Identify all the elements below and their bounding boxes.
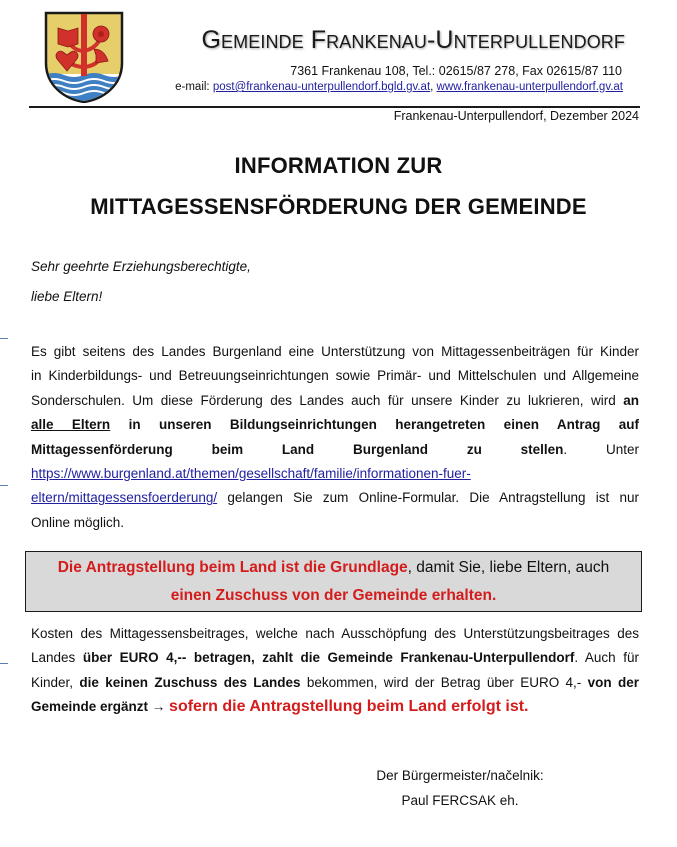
signature-name: Paul FERCSAK eh.: [401, 793, 519, 808]
text-line: Kosten des Mittagessensbeitrages, welche nach Ausschöpfung des Unterstützungsbeitrages des: [31, 626, 639, 641]
municipality-title: Gemeinde Frankenau-Unterpullendorf: [201, 26, 625, 54]
address-line: 7361 Frankenau 108, Tel.: 02615/87 278, Fax 02615/87 110: [290, 64, 622, 78]
text-line: Es gibt seitens des Landes Burgenland eine Unterstützung von Mittagessenbeiträgen für Kinder: [31, 344, 639, 359]
text-line: Online möglich.: [31, 514, 125, 530]
text-line: in Kinderbildungs- und Betreuungseinrichtungen sowie Primär- und Mittelschulen und Allgemeine: [31, 368, 639, 384]
text-span: Kinder,: [31, 674, 80, 690]
bold-text: die keinen Zuschuss des Landes: [79, 674, 301, 690]
dateline: Frankenau-Unterpullendorf, Dezember 2024: [393, 109, 639, 123]
contact-line: [100, 81, 623, 93]
callout-line2: [26, 582, 641, 610]
bold-text: über EURO 4,-- betragen, zahlt die Gemeinde Frankenau-Unterpullendorf: [82, 650, 575, 666]
text-span: Landes: [31, 650, 83, 666]
text-span: Sonderschulen. Um diese Förderung des Landes auch für unsere Kinder zu lukrieren, wird: [31, 392, 624, 408]
bold-text: in unseren Bildungseinrichtungen herangetreten einen Antrag auf: [110, 417, 639, 433]
callout-line1: [26, 554, 641, 582]
text-span: bekommen, wird der Betrag über EURO 4,-: [300, 674, 588, 690]
paragraph-funding-info: [31, 340, 639, 535]
highlight-callout-box: [25, 551, 642, 612]
email-link[interactable]: post@frankenau-unterpullendorf.bgld.gv.at: [212, 81, 431, 93]
greeting-line1: Sehr geehrte Erziehungsberechtigte,: [31, 259, 251, 274]
website-link[interactable]: www.frankenau-unterpullendorf.gv.at: [436, 81, 623, 93]
margin-marker: [0, 338, 8, 339]
text-line: [31, 486, 639, 510]
document-title-line1: INFORMATION ZUR: [234, 153, 443, 178]
text-line: [31, 389, 639, 413]
paragraph-municipality-contribution: [31, 622, 639, 720]
text-line: [31, 646, 639, 670]
callout-emphasis: Die Antragstellung beim Land ist die Grundlage: [57, 559, 408, 576]
text-span: gelangen Sie zum Online-Formular. Die Antragstellung ist nur: [217, 490, 639, 506]
text-line: [31, 438, 639, 462]
bold-underlined-text: alle Eltern: [31, 417, 111, 433]
red-emphasis: sofern die Antragstellung beim Land erfolgt ist.: [169, 698, 529, 716]
callout-emphasis: einen Zuschuss von der Gemeinde erhalten.: [170, 587, 497, 604]
signature-role: Der Bürgermeister/načelnik:: [376, 768, 544, 783]
bold-text: Mittagessenförderung beim Land Burgenland zu stellen: [31, 441, 564, 457]
document-title-line2: MITTAGESSENSFÖRDERUNG DER GEMEINDE: [90, 194, 587, 219]
margin-marker: [0, 663, 8, 664]
header-divider: [29, 106, 640, 108]
greeting-line2: liebe Eltern!: [31, 289, 103, 304]
callout-text: , damit Sie, liebe Eltern, auch: [407, 559, 610, 576]
text-line: [31, 671, 639, 695]
email-label: e-mail:: [175, 81, 213, 93]
application-link-continued[interactable]: eltern/mittagessensfoerderung/: [31, 490, 218, 506]
text-line: [31, 695, 639, 719]
bold-text: Gemeinde ergänzt →: [31, 699, 170, 715]
bold-text: von der: [587, 674, 639, 690]
text-line: [31, 462, 639, 486]
text-line: [31, 413, 639, 437]
bold-text: an: [623, 392, 639, 408]
text-span: . Auch für: [574, 650, 639, 666]
text-span: . Unter: [563, 441, 639, 457]
application-link[interactable]: https://www.burgenland.at/themen/gesellschaft/familie/informationen-fuer-: [31, 466, 471, 482]
separator: ,: [430, 81, 437, 93]
margin-marker: [0, 485, 8, 486]
